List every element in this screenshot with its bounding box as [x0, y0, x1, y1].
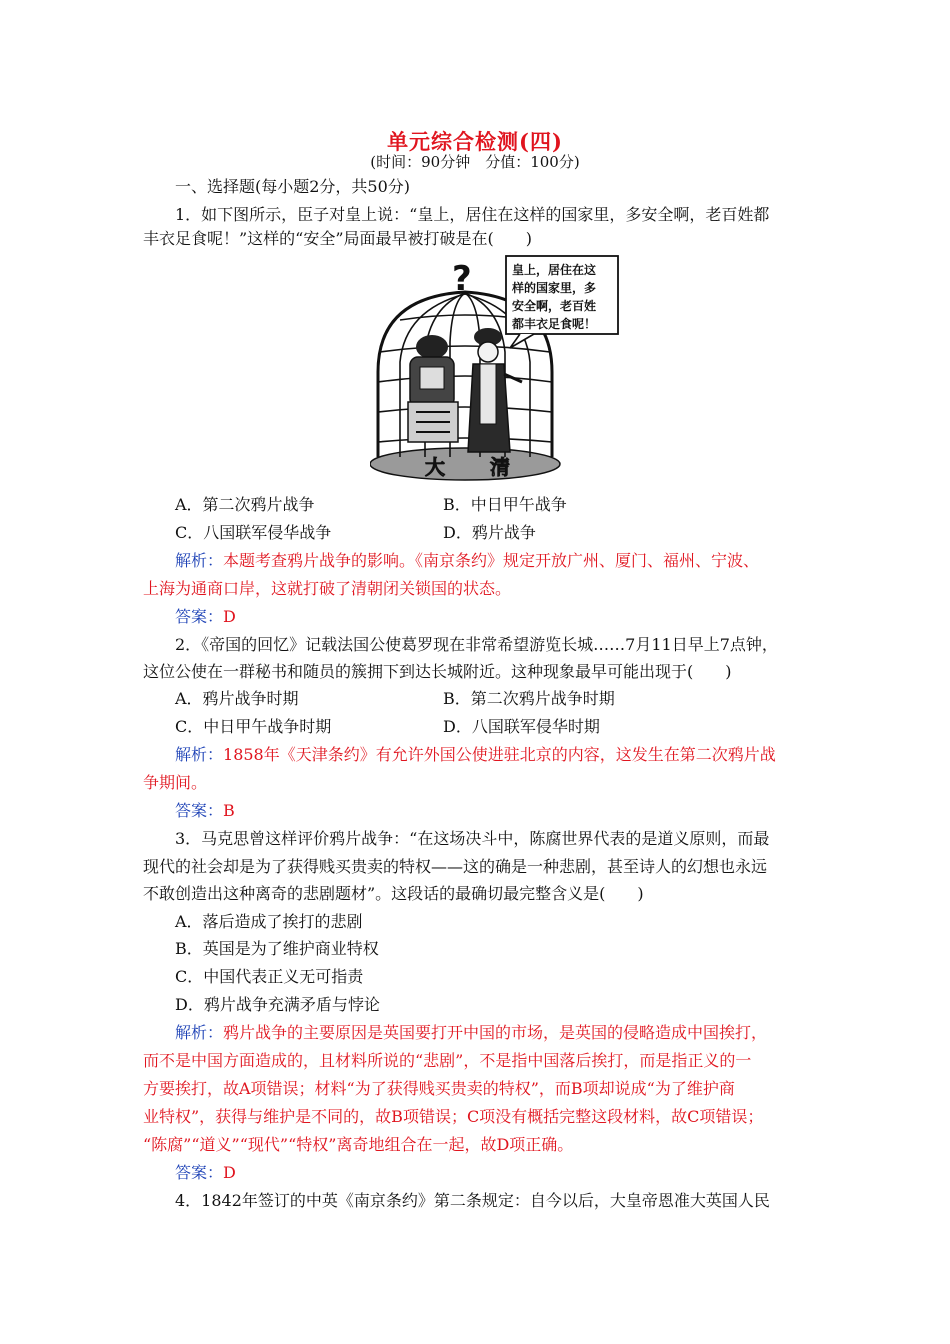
question-3-analysis-line-3: 方要挨打，故A项错误；材料“为了获得贱买贵卖的特权”，而B项却说成“为了维护商: [143, 1079, 735, 1098]
question-3-option-c: C．中国代表正义无可指责: [175, 967, 364, 986]
answer-label: 答案：: [175, 801, 224, 820]
answer-label: 答案：: [175, 607, 224, 626]
question-1-option-c: C．八国联军侵华战争: [175, 523, 332, 542]
analysis-label: 解析：: [175, 551, 224, 570]
question-3-line-1: 3．马克思曾这样评价鸦片战争：“在这场决斗中，陈腐世界代表的是道义原则，而最: [175, 829, 770, 848]
speech-bubble: [506, 256, 618, 348]
question-3-analysis-line-4: 业特权”，获得与维护是不同的，故B项错误；C项没有概括完整这段材料，故C项错误；: [143, 1107, 764, 1126]
analysis-text: 1858年《天津条约》有允许外国公使进驻北京的内容，这发生在第二次鸦片战: [223, 745, 776, 764]
question-3-option-d: D．鸦片战争充满矛盾与悖论: [175, 995, 380, 1014]
question-1-option-b: B．中日甲午战争: [443, 495, 567, 514]
question-2-analysis-line-1: [175, 744, 776, 766]
question-1-analysis-line-2: 上海为通商口岸，这就打破了清朝闭关锁国的状态。: [143, 579, 512, 598]
question-4-line-1: 4．1842年签订的中英《南京条约》第二条规定：自今以后，大皇帝恩准大英国人民: [175, 1191, 770, 1210]
question-2-line-2: 这位公使在一群秘书和随员的簇拥下到达长城附近。这种现象最早可能出现于( ): [143, 662, 732, 681]
question-1-option-d: D．鸦片战争: [443, 523, 536, 542]
question-2-analysis-line-2: 争期间。: [143, 773, 208, 792]
cage-cartoon-illustration: [370, 252, 620, 482]
question-3-line-2: 现代的社会却是为了获得贱买贵卖的特权——这的确是一种悲剧，甚至诗人的幻想也永远: [143, 857, 768, 876]
speech-line-1: 皇上，居住在这: [512, 263, 597, 277]
question-3-analysis-line-1: [175, 1022, 767, 1044]
question-1-analysis-line-1: [175, 550, 759, 572]
question-2-option-a: A．鸦片战争时期: [175, 689, 299, 708]
question-1-answer: [175, 606, 236, 628]
question-2-line-1: 2．《帝国的回忆》记载法国公使葛罗现在非常希望游览长城……7月11日早上7点钟，: [175, 635, 778, 654]
speech-line-2: 样的国家里，多: [512, 281, 597, 295]
question-1-option-a: A．第二次鸦片战争: [175, 495, 315, 514]
question-3-analysis-line-5: “陈腐”“道义”“现代”“特权”离奇地组合在一起，故D项正确。: [143, 1135, 574, 1154]
question-3-answer: [175, 1162, 236, 1184]
page-title: 单元综合检测(四): [387, 129, 563, 154]
analysis-label: 解析：: [175, 745, 224, 764]
analysis-text: 本题考查鸦片战争的影响。《南京条约》规定开放广州、厦门、福州、宁波、: [223, 551, 760, 570]
answer-label: 答案：: [175, 1163, 224, 1182]
answer-value: D: [223, 1163, 236, 1182]
analysis-label: 解析：: [175, 1023, 224, 1042]
question-mark-text: ?: [452, 259, 472, 299]
question-1-line-2: 丰衣足食呢！”这样的“安全”局面最早被打破是在( ): [143, 229, 533, 248]
speech-line-3: 安全啊，老百姓: [512, 299, 597, 313]
page-subtitle: (时间：90分钟 分值：100分): [370, 153, 580, 171]
question-3-option-b: B．英国是为了维护商业特权: [175, 939, 379, 958]
question-3-option-a: A．落后造成了挨打的悲剧: [175, 912, 363, 931]
question-3-line-3: 不敢创造出这种离奇的悲剧题材”。这段话的最确切最完整含义是( ): [143, 884, 644, 903]
cage-label-right: 清: [490, 455, 510, 479]
cage-base-shape: [370, 448, 560, 480]
question-3-analysis-line-2: 而不是中国方面造成的，且材料所说的“悲剧”，不是指中国落后挨打，而是指正义的一: [143, 1051, 752, 1070]
answer-value: B: [223, 801, 235, 820]
section-heading: 一、选择题(每小题2分，共50分): [175, 177, 411, 196]
analysis-text: 鸦片战争的主要原因是英国要打开中国的市场，是英国的侵略造成中国挨打，: [223, 1023, 768, 1042]
question-1-line-1: 1．如下图所示，臣子对皇上说：“皇上，居住在这样的国家里，多安全啊，老百姓都: [175, 205, 770, 224]
question-2-option-c: C．中日甲午战争时期: [175, 717, 332, 736]
answer-value: D: [223, 607, 236, 626]
question-2-option-d: D．八国联军侵华时期: [443, 717, 600, 736]
question-2-option-b: B．第二次鸦片战争时期: [443, 689, 615, 708]
speech-line-4: 都丰衣足食呢！: [512, 317, 597, 331]
question-2-answer: [175, 800, 235, 822]
cage-label-left: 大: [425, 455, 445, 479]
